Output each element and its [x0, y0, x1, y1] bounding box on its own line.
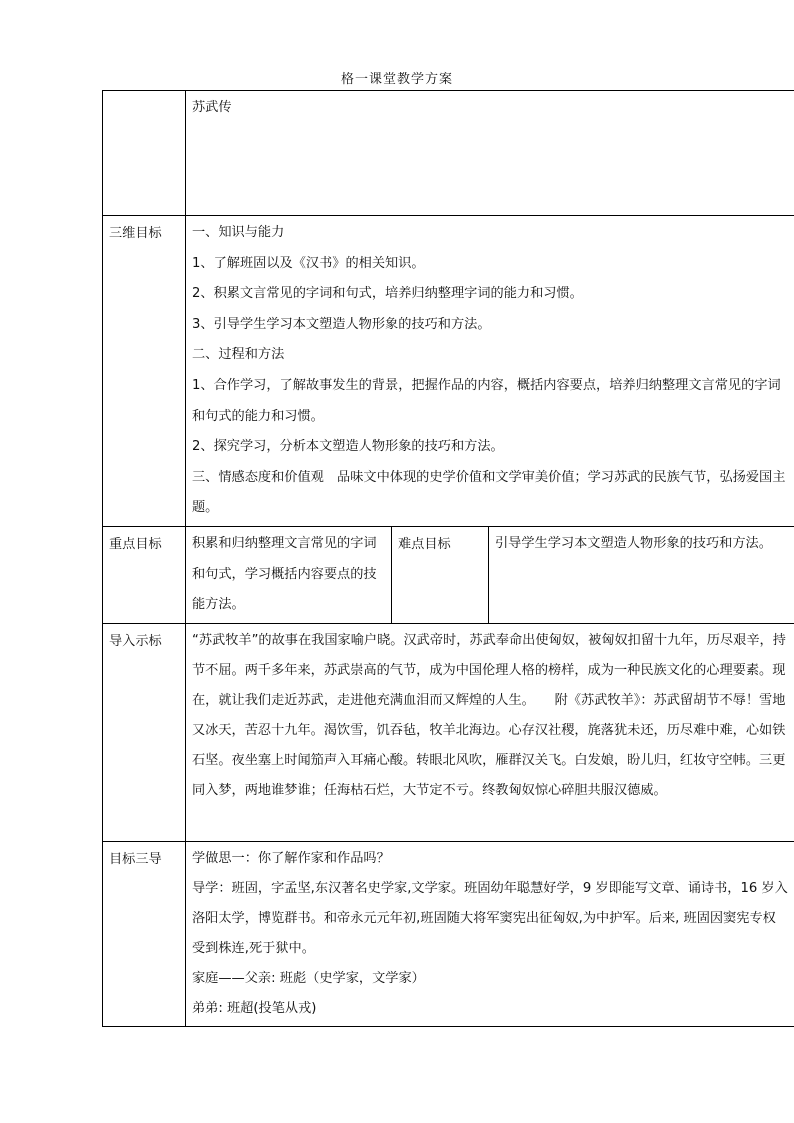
goals-line: 2、探究学习，分析本文塑造人物形象的技巧和方法。: [192, 439, 504, 455]
goals-line: 1、合作学习，了解故事发生的背景，把握作品的内容，概括内容要点，培养归纳整理文言常见的字词和句式的能力和习惯。: [192, 377, 781, 424]
goals-line: 二、过程和方法: [192, 347, 285, 363]
guide-label: 目标三导: [103, 841, 186, 1026]
lesson-plan-table: [102, 90, 794, 1027]
key-goal-label: 重点目标: [103, 526, 186, 623]
guide-line: 导学：班固，字孟坚,东汉著名史学家,文学家。班固幼年聪慧好学，9 岁即能写文章、诵诗书，16 岁入洛阳太学，博览群书。和帝永元元年初,班固随大将军窦宪出征匈奴,为中护军。后来, 班固因窦宪专权受到株连,死于狱中。: [192, 880, 788, 956]
difficulty-goal-content: 引导学生学习本文塑造人物形象的技巧和方法。: [489, 526, 794, 623]
guide-line: 学做思一：你了解作家和作品吗？: [192, 850, 390, 866]
table-row-topic: [103, 91, 794, 216]
key-goal-content: 积累和归纳整理文言常见的字词和句式，学习概括内容要点的技能方法。: [186, 526, 392, 623]
topic-cell: 苏武传: [186, 91, 794, 216]
document-title: 格一课堂教学方案: [340, 72, 453, 87]
intro-label: 导入示标: [103, 623, 186, 841]
goals-line: 一、知识与能力: [192, 225, 285, 240]
goals-line: 2、积累文言常见的字词和句式，培养归纳整理字词的能力和习惯。: [192, 286, 583, 302]
goals-line: 三、情感态度和价值观 品味文中体现的史学价值和文学审美价值；学习苏武的民族气节，弘扬爱国主题。: [192, 469, 786, 516]
table-row-intro: [103, 623, 794, 841]
difficulty-goal-label: 难点目标: [392, 526, 489, 623]
topic-label-cell: [103, 91, 186, 216]
table-row-guide: [103, 841, 794, 1026]
goals-content: [186, 216, 794, 527]
guide-line: 弟弟: 班超(投笔从戎): [192, 1000, 317, 1016]
goals-label: 三维目标: [103, 216, 186, 527]
table-row-goals: [103, 216, 794, 527]
intro-content: “苏武牧羊”的故事在我国家喻户晓。汉武帝时，苏武奉命出使匈奴，被匈奴扣留十九年，历尽艰辛，持节不屈。两千多年来，苏武崇高的气节，成为中国伦理人格的榜样，成为一种民族文化的心理要素。现在，就让我们走近苏武，走进他充满血泪而又辉煌的人生。 附《苏武牧羊》：苏武留胡节不辱！雪地又冰天，苦忍十九年。渴饮雪，饥吞毡，牧羊北海边。心存汉社稷，旄落犹未还，历尽难中难，心如铁石坚。夜坐塞上时闻笳声入耳痛心酸。转眼北风吹，雁群汉关飞。白发娘，盼儿归，红妆守空帏。三更同入梦，两地谁梦谁；任海枯石烂，大节定不亏。终教匈奴惊心碎胆共服汉德威。: [186, 623, 794, 841]
goals-line: 3、引导学生学习本文塑造人物形象的技巧和方法。: [192, 316, 491, 332]
guide-line: 家庭——父亲: 班彪（史学家，文学家）: [192, 970, 425, 986]
goals-line: 1、了解班固以及《汉书》的相关知识。: [192, 255, 425, 271]
guide-content: [186, 841, 794, 1026]
table-row-key: [103, 526, 794, 623]
